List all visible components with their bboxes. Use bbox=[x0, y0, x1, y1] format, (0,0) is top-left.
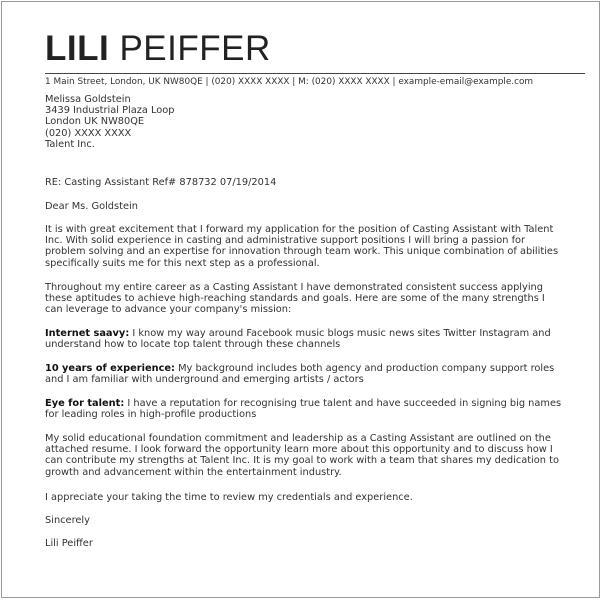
paragraph-career: Throughout my entire career as a Casting Assistant I have demonstrated consistent success applying these aptitudes to achieve high-reaching standards and goals. Here are some of the many strengths I can leverage to advance your company's mission: bbox=[45, 282, 545, 316]
strength-title: 10 years of experience: bbox=[45, 363, 175, 374]
strength-text: My background includes both agency and production company support roles and I am familiar with underground and emerging artists / actors bbox=[45, 363, 555, 386]
closing: Sincerely bbox=[45, 515, 90, 526]
strength-title: Eye for talent: bbox=[45, 398, 125, 409]
recipient-block bbox=[45, 94, 585, 150]
signature: Lili Peiffer bbox=[45, 538, 93, 549]
paragraph-appreciation: I appreciate your taking the time to review my credentials and experience. bbox=[45, 492, 413, 503]
recipient-address-1: 3439 Industrial Plaza Loop bbox=[45, 105, 175, 117]
recipient-phone: (020) XXXX XXXX bbox=[45, 127, 132, 139]
contact-line: 1 Main Street, London, UK NW80QE | (020) XXXX XXXX | M: (020) XXXX XXXX | example-email@example.com bbox=[45, 73, 585, 88]
strength-text: I have a reputation for recognising true talent and have succeeded in signing big names for leading roles in high-profile productions bbox=[45, 398, 562, 421]
last-name: PEIFFER bbox=[119, 29, 271, 68]
applicant-name bbox=[45, 28, 585, 70]
reference-line: RE: Casting Assistant Ref# 878732 07/19/2014 bbox=[45, 177, 277, 188]
cover-letter bbox=[45, 28, 585, 88]
strength-text: I know my way around Facebook music blogs music news sites Twitter Instagram and understand how to locate top talent through these channels bbox=[45, 328, 551, 351]
recipient-name: Melissa Goldstein bbox=[45, 94, 131, 105]
paragraph-education: My solid educational foundation commitment and leadership as a Casting Assistant are outlined on the attached resume. I look forward the opportunity learn more about this opportunity and to discuss how I can contribute my strengths at Talent Inc. It is my goal to work with a team that shares my dedication to growth and advancement within the entertainment industry. bbox=[45, 433, 559, 478]
recipient-company: Talent Inc. bbox=[45, 138, 95, 150]
paragraph-intro: It is with great excitement that I forward my application for the position of Casting Assistant with Talent Inc. With solid experience in casting and administrative support positions I will bring a passion for problem solving and an expertise for innovation through team work. This unique combination of abilities specifically suits me for this next step as a professional. bbox=[45, 224, 559, 269]
strength-title: Internet saavy: bbox=[45, 328, 130, 339]
recipient-address-2: London UK NW80QE bbox=[45, 116, 145, 128]
salutation: Dear Ms. Goldstein bbox=[45, 201, 138, 212]
strength-internet bbox=[45, 328, 565, 350]
strength-experience bbox=[45, 363, 565, 385]
strength-talent bbox=[45, 398, 565, 420]
first-name: LILI bbox=[45, 29, 110, 68]
